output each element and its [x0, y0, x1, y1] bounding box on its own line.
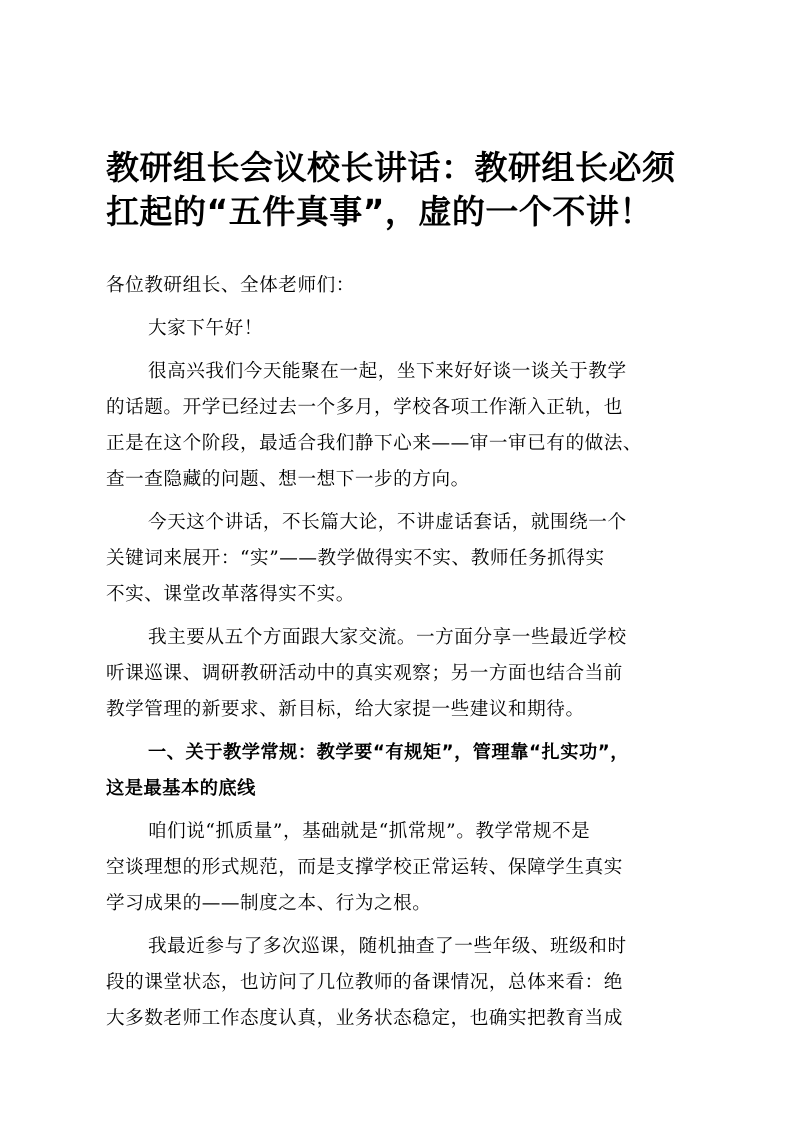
text-line: 空谈理想的形式规范，而是支撑学校正常运转、保障学生真实 — [106, 857, 623, 878]
heading-line: 这是最基本的底线 — [106, 778, 256, 799]
text-line: 教学管理的新要求、新目标，给大家提一些建议和期待。 — [106, 699, 585, 720]
paragraph-keyword — [106, 505, 690, 613]
text-line: 咱们说“抓质量”，基础就是“抓常规”。教学常规不是 — [148, 821, 591, 842]
title-line: 教研组长会议校长讲话：教研组长必须 — [106, 148, 676, 187]
text-line: 的话题。开学已经过去一个多月，学校各项工作渐入正轨，也 — [106, 397, 623, 418]
document-title — [106, 146, 696, 234]
text-line: 听课巡课、调研教研活动中的真实观察；另一方面也结合当前 — [106, 663, 623, 684]
paragraph-outline — [106, 620, 690, 728]
text-line: 关键词来展开：“实”——教学做得实不实、教师任务抓得实 — [106, 548, 605, 569]
heading-line: 一、关于教学常规：教学要“有规矩”，管理靠“扎实功”， — [148, 742, 629, 763]
paragraph-observation — [106, 929, 690, 1037]
text-line: 学习成果的——制度之本、行为之根。 — [106, 893, 432, 914]
salutation — [106, 268, 690, 304]
title-line: 扛起的“五件真事”，虚的一个不讲！ — [106, 192, 653, 231]
greeting — [106, 311, 690, 347]
text-line: 今天这个讲话，不长篇大论，不讲虚话套话，就围绕一个 — [148, 512, 627, 533]
text-line: 大多数老师工作态度认真，业务状态稳定，也确实把教育当成 — [106, 1008, 623, 1029]
text-line: 正是在这个阶段，最适合我们静下心来——审一审已有的做法、 — [106, 433, 643, 454]
text-line: 查一查隐藏的问题、想一想下一步的方向。 — [106, 469, 470, 490]
text-line: 很高兴我们今天能聚在一起，坐下来好好谈一谈关于教学 — [148, 361, 627, 382]
paragraph-opening — [106, 354, 690, 498]
text-line: 我主要从五个方面跟大家交流。一方面分享一些最近学校 — [148, 627, 627, 648]
paragraph-routine — [106, 814, 690, 922]
document-body — [106, 268, 690, 1044]
text-line: 我最近参与了多次巡课，随机抽查了一些年级、班级和时 — [148, 936, 627, 957]
section-heading — [106, 735, 690, 807]
text-line: 段的课堂状态，也访问了几位教师的备课情况，总体来看：绝 — [106, 972, 623, 993]
text-line: 不实、课堂改革落得实不实。 — [106, 584, 355, 605]
text-line: 各位教研组长、全体老师们： — [106, 275, 355, 296]
text-line: 大家下午好！ — [148, 318, 263, 339]
